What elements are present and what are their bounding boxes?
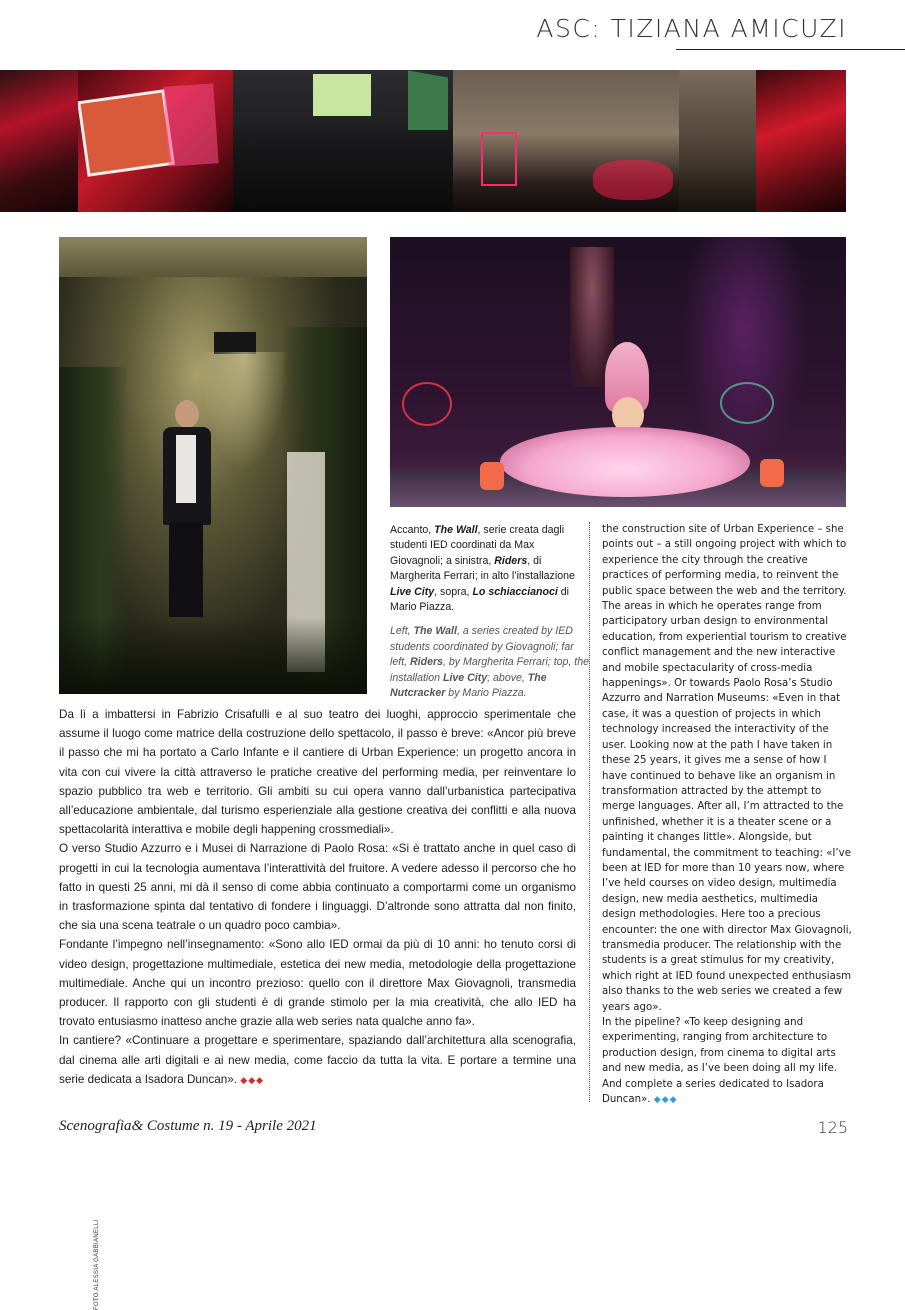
column-divider [589,522,590,1102]
section-title: ASC: TIZIANA AMICUZI [536,14,847,43]
strip-photo-6 [756,70,846,212]
header-rule [676,49,905,50]
photo-credit-wrap [47,600,100,1310]
article-body-italian [59,705,576,1090]
photo-caption [390,523,590,701]
strip-photo-2 [78,70,233,212]
article-body-english [602,522,852,1108]
page-number: 125 [817,1118,848,1137]
paragraph-it-3: Fondante l’impegno nell’insegnamento: «Sono allo IED ormai da più di 10 anni: ho tenuto corsi di video design, progettazione multimediale, estetica dei new media, metodologie della progettazione multimediale. Anche qui un incontro prezioso: quello con il direttore Max Giovagnoli, transmedia producer. Il rapporto con gli studenti è di grande stimolo per la mia creatività, che allo IED ha trovato entusiasmo inatteso anche grazie alla web series nata qualche anno fa». [59,938,576,1029]
strip-photo-4 [453,70,679,212]
paragraph-it-4: In cantiere? «Continuare a progettare e sperimentare, spaziando dall’architettura alla scenografia, dal cinema alle arti digitali e ai new media, come faccio da tutta la vita. E portare a termine una serie dedicata a Isadora Duncan». ◆◆◆ [59,1034,576,1086]
paragraph-en-2: In the pipeline? «To keep designing and experimenting, ranging from architecture to production design, from cinema to digital arts and new media, as I’ve been doing all my life. And complete a series dedicated to Isadora Duncan». ◆◆◆ [602,1017,837,1106]
paragraph-it-2: O verso Studio Azzurro e i Musei di Narrazione di Paolo Rosa: «Si è trattato anche in quel caso di progetti in cui la tecnologia aumentava l’interattività del fruitore. A vedere adesso il percorso che ho fatto in questi 25 anni, mi dà il senso di come abbia continuato a comportarmi come un organismo in trasformazione spinta dal tentativo di fondere i linguaggi. D’altronde sono attratta dal non finito, che sia una scena teatrale o un quadro poco cambia». [59,842,576,933]
end-mark-blue-icon: ◆◆◆ [653,1095,678,1106]
caption-english: Left, The Wall, a series created by IED students coordinated by Giovagnoli; far left, Riders, by Margherita Ferrari; top, the installation Live City; above, The Nutcracker by Mario Piazza. [390,625,590,700]
live-city-photo-strip [0,70,846,212]
riders-photo [59,237,367,694]
strip-photo-5 [679,70,756,212]
strip-photo-3 [233,70,453,212]
caption-italian: Accanto, The Wall, serie creata dagli studenti IED coordinati da Max Giovagnoli; a sinistra, Riders, di Margherita Ferrari; in alto l’installazione Live City, sopra, Lo schiaccianoci di Mario Piazza. [390,524,575,614]
paragraph-it-1: Da lì a imbattersi in Fabrizio Crisafulli e al suo teatro dei luoghi, approccio sperimentale che assume il luogo come matrice della costruzione dello spettacolo, il passo è breve: «Ancor più breve il passo che mi ha portato a Carlo Infante e il cantiere di Urban Experience: un progetto ancora in vita con cui vivere la città attraverso le pratiche creative del performing media, per reinventare lo spazio pubblico tra web e territorio. Gli ambiti su cui opera vanno dall’urbanistica partecipativa all’educazione ambientale, dal turismo esperienziale alla gestione creativa dei conflitti e alla nuova spettacolarità interattiva e mobile degli happening crossmediali». [59,708,576,837]
end-mark-red-icon: ◆◆◆ [240,1074,265,1085]
photo-credit: FOTO ALESSIA GABBIANELLI [94,1219,100,1310]
paragraph-en-1: the construction site of Urban Experience – she points out – a still ongoing project with which to experience the city through the creative practices of performing media, to reinvent the public space between the web and the territory. The areas in which he operates range from participatory urban design to environmental education, from experiential tourism to creative conflict management and the new interactive and mobile spectacularity of cross-media happenings». Or towards Paolo Rosa’s Studio Azzurro and Narration Museums: «Even in that case, it was a question of projects in which technology increased the interactivity of the user. Looking now at the path I have taken in these 25 years, it gives me a sense of how I have continued to behave like an organism in transformation attracted by the attempt to merge languages. After all, I’m attracted to the unfinished, whether it is a theater scene or a painting it changes little». Alongside, but fundamental, the commitment to teaching: «I’ve been at IED for more than 10 years now, where I’ve held courses on video design, multimedia design, new media aesthetics, multimedia design methodologies. Here too a precious encounter: the one with director Max Giovagnoli, transmedia producer. The relationship with the students is a great stimulus for my creativity, which right at IED found unexpected enthusiasm also thanks to the web series we created a few years ago». [602,524,852,1013]
strip-photo-1 [0,70,78,212]
magazine-issue: Scenografia& Costume n. 19 - Aprile 2021 [59,1118,317,1134]
nutcracker-photo [390,237,846,507]
